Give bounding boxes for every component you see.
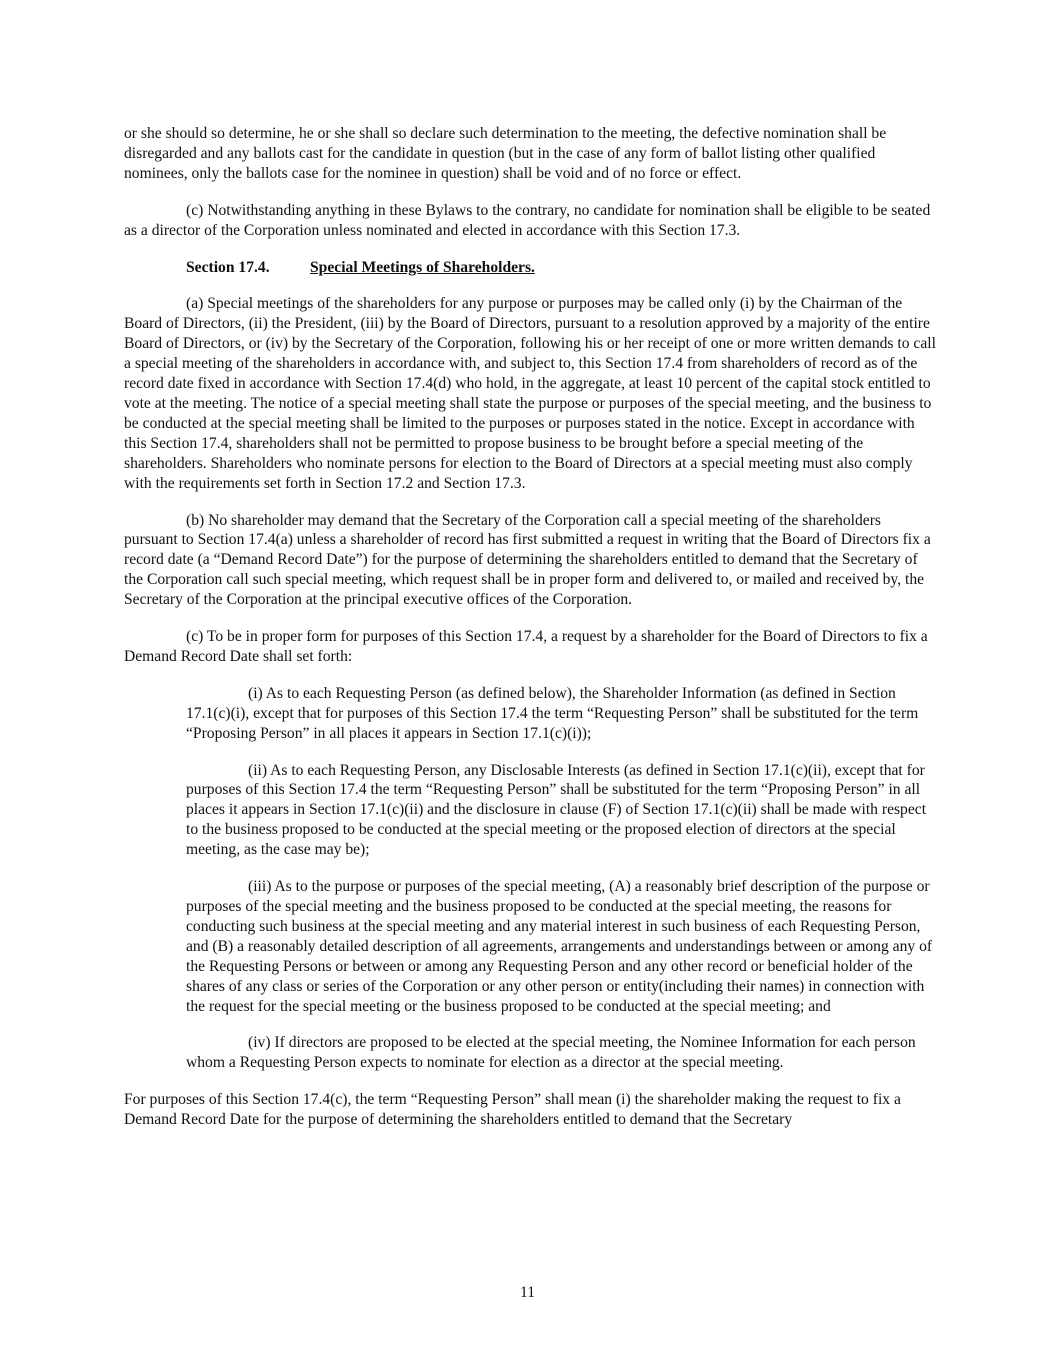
clause-i: (i) As to each Requesting Person (as defined below), the Shareholder Information (as defined in Section 17.1(c)(i), except that for purposes of this Section 17.4 the term “Requesting Person” shall be substituted for the term “Proposing Person” in all places it appears in Section 17.1(c)(i));: [186, 684, 919, 742]
paragraph-requesting-person-definition: For purposes of this Section 17.4(c), the term “Requesting Person” shall mean (i) the shareholder making the request to fix a Demand Record Date for the purpose of determining the shareholders entitled to demand that the Secretary: [124, 1091, 901, 1129]
clause-iii: (iii) As to the purpose or purposes of the special meeting, (A) a reasonably brief description of the purpose or purposes of the special meeting and the business proposed to be conducted at the special meeting, the reasons for conducting such business at the special meeting and any material interest in such business of each Requesting Person, and (B) a reasonably detailed description of all agreements, arrangements and understandings between or among any of the Requesting Persons or between or among any Requesting Person and any other record or beneficial holder of the shares of any class or series of the Corporation or any other person or entity(including their names) in connection with the request for the special meeting or the business proposed to be conducted at the special meeting; and: [186, 878, 933, 1015]
paragraph-continuation: or she should so determine, he or she shall so declare such determination to the meeting, the defective nomination shall be disregarded and any ballots cast for the candidate in question (but in the case of any form of ballot listing other qualified nominees, only the ballots case for the nominee in question) shall be void and of no force or effect.: [124, 125, 887, 182]
clause-ii: (ii) As to each Requesting Person, any Disclosable Interests (as defined in Section 17.1(c)(ii), except that for purposes of this Section 17.4 the term “Requesting Person” shall be substituted for the term “Proposing Person” in all places it appears in Section 17.1(c)(ii) and the disclosure in clause (F) of Section 17.1(c)(ii) shall be made with respect to the business proposed to be conducted at the special meeting or the proposed election of directors at the special meeting, as the case may be);: [186, 761, 927, 859]
page-number: 11: [519, 1284, 535, 1301]
clause-iv: (iv) If directors are proposed to be elected at the special meeting, the Nominee Information for each person whom a Requesting Person expects to nominate for election as a director at the special meeting.: [186, 1034, 916, 1072]
document-page: [124, 124, 936, 1147]
paragraph-17-4-c: (c) To be in proper form for purposes of this Section 17.4, a request by a shareholder for the Board of Directors to fix a Demand Record Date shall set forth:: [124, 628, 928, 665]
section-heading: [186, 258, 936, 278]
paragraph-17-4-a: (a) Special meetings of the shareholders for any purpose or purposes may be called only (i) by the Chairman of the Board of Directors, (ii) the President, (iii) by the Board of Directors, pursuant to a resolution approved by a majority of the entire Board of Directors, or (iv) by the Secretary of the Corporation, following his or her receipt of one or more written demands to call a special meeting of the shareholders in accordance with, and subject to, this Section 17.4 from shareholders of record as of the record date fixed in accordance with Section 17.4(d) who hold, in the aggregate, at least 10 percent of the capital stock entitled to vote at the meeting. The notice of a special meeting shall state the purpose or purposes of the special meeting, and the business to be conducted at the special meeting shall be limited to the purposes or purposes stated in the notice. Except in accordance with this Section 17.4, shareholders shall not be permitted to propose business to be brought before a special meeting of the shareholders. Shareholders who nominate persons for election to the Board of Directors at a special meeting must also comply with the requirements set forth in Section 17.2 and Section 17.3.: [124, 295, 936, 492]
paragraph-17-3-c: (c) Notwithstanding anything in these Bylaws to the contrary, no candidate for nomination shall be eligible to be seated as a director of the Corporation unless nominated and elected in accordance with this Section 17.3.: [124, 201, 931, 239]
paragraph-17-4-b: (b) No shareholder may demand that the Secretary of the Corporation call a special meeting of the shareholders pursuant to Section 17.4(a) unless a shareholder of record has first submitted a request in writing that the Board of Directors fix a record date (a “Demand Record Date”) for the purpose of determining the shareholders entitled to demand that the Secretary of the Corporation call such special meeting, which request shall be in proper form and delivered to, or mailed and received by, the Secretary of the Corporation at the principal executive offices of the Corporation.: [124, 511, 931, 609]
section-title: Special Meetings of Shareholders.: [310, 258, 535, 276]
section-number: Section 17.4.: [186, 258, 270, 276]
